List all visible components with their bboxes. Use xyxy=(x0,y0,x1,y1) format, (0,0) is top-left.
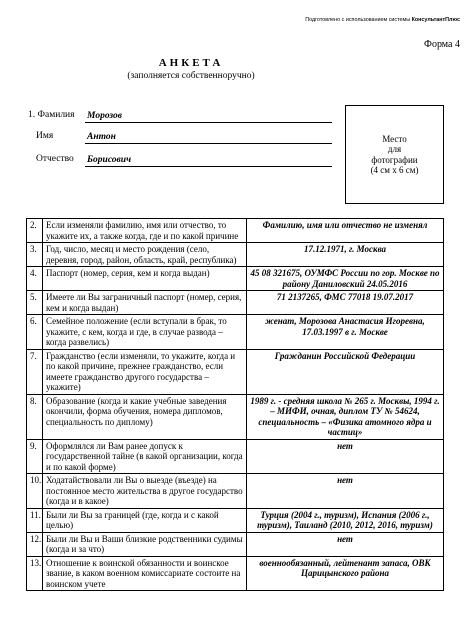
row-answer: Турция (2004 г., туризм), Испания (2006 г., туризм), Таиланд (2010, 2012, 2016, туризм) xyxy=(247,508,444,532)
form-number: Форма 4 xyxy=(424,39,460,50)
document-subtitle: (заполняется собственноручно) xyxy=(127,71,255,81)
table-row xyxy=(27,474,444,509)
table-row xyxy=(27,439,444,474)
row-question: Были ли Вы за границей (где, когда и с какой целью) xyxy=(43,508,247,532)
row-number: 11. xyxy=(27,508,43,532)
row-question: Паспорт (номер, серия, кем и когда выдан) xyxy=(43,267,247,291)
name-value: Антон xyxy=(85,131,332,144)
table-row xyxy=(27,243,444,267)
row-number: 5. xyxy=(27,291,43,315)
photo-text-4: (4 см x 6 см) xyxy=(370,165,419,175)
row-answer: военнообязанный, лейтенант запаса, ОВК Царицынского района xyxy=(247,556,444,591)
row-number: 6. xyxy=(27,315,43,350)
row-number: 3. xyxy=(27,243,43,267)
row-number: 4. xyxy=(27,267,43,291)
row-question: Если изменяли фамилию, имя или отчество, то укажите их, а также когда, где и по какой причине xyxy=(43,219,247,243)
row-number: 10. xyxy=(27,474,43,509)
document-title: АНКЕТА xyxy=(158,57,224,69)
table-row xyxy=(27,556,444,591)
row-question: Гражданство (если изменяли, то укажите, когда и по какой причине, прежнее гражданство, если имеете гражданство другого государства – укажите) xyxy=(43,349,247,394)
surname-label: 1. Фамилия xyxy=(28,110,75,120)
prepared-by-system: КонсультантПлюс xyxy=(411,17,460,23)
row-answer: 71 2137265, ФМС 77018 19.07.2017 xyxy=(247,291,444,315)
name-label: Имя xyxy=(36,131,54,141)
row-answer: 1989 г. - средняя школа № 265 г. Москвы, 1994 г. – МИФИ, очная, диплом ТУ № 54624, специальность – «Физика атомного ядра и частиц» xyxy=(247,394,444,439)
table-row xyxy=(27,219,444,243)
table-row xyxy=(27,532,444,556)
row-answer: 17.12.1971, г. Москва xyxy=(247,243,444,267)
prepared-by-note xyxy=(305,17,460,23)
row-answer: Гражданин Российской Федерации xyxy=(247,349,444,394)
questionnaire-table xyxy=(26,218,444,591)
row-question: Образование (когда и какие учебные заведения окончили, форма обучения, номера дипломов, специальность по диплому) xyxy=(43,394,247,439)
row-answer: Фамилию, имя или отчество не изменял xyxy=(247,219,444,243)
row-number: 13. xyxy=(27,556,43,591)
row-question: Отношение к воинской обязанности и воинское звание, в каком военном комиссариате состоите на воинском учете xyxy=(43,556,247,591)
photo-placeholder xyxy=(345,105,444,204)
row-question: Имеете ли Вы заграничный паспорт (номер, серия, кем и когда выдан) xyxy=(43,291,247,315)
row-answer: нет xyxy=(247,439,444,474)
table-row xyxy=(27,267,444,291)
patronymic-value: Борисович xyxy=(85,154,332,167)
row-answer: 45 08 321675, ОУМФС России по гор. Москве по району Даниловский 24.05.2016 xyxy=(247,267,444,291)
row-answer: женат, Морозова Анастасия Игоревна, 17.03.1997 в г. Москве xyxy=(247,315,444,350)
table-row xyxy=(27,349,444,394)
row-answer: нет xyxy=(247,532,444,556)
photo-text-1: Место xyxy=(382,133,407,144)
table-row xyxy=(27,394,444,439)
row-number: 9. xyxy=(27,439,43,474)
row-question: Были ли Вы и Ваши близкие родственники судимы (когда и за что) xyxy=(43,532,247,556)
row-question: Оформлялся ли Вам ранее допуск к государственной тайне (в какой организации, когда и по какой форме) xyxy=(43,439,247,474)
row-number: 2. xyxy=(27,219,43,243)
table-row xyxy=(27,315,444,350)
row-number: 12. xyxy=(27,532,43,556)
row-question: Семейное положение (если вступали в брак, то укажите, с кем, когда и где, в случае развода – когда развелись) xyxy=(43,315,247,350)
row-question: Год, число, месяц и место рождения (село, деревня, город, район, область, край, республика) xyxy=(43,243,247,267)
row-question: Ходатайствовали ли Вы о выезде (въезде) на постоянное место жительства в другое государство (когда и в какое) xyxy=(43,474,247,509)
row-number: 8. xyxy=(27,394,43,439)
prepared-by-text: Подготовлено с использованием системы xyxy=(305,17,412,23)
patronymic-label: Отчество xyxy=(36,154,74,164)
photo-text-3: фотографии xyxy=(371,154,418,165)
table-row xyxy=(27,291,444,315)
surname-value: Морозов xyxy=(85,110,332,123)
row-answer: нет xyxy=(247,474,444,509)
photo-text-2: для xyxy=(387,144,402,154)
row-number: 7. xyxy=(27,349,43,394)
table-row xyxy=(27,508,444,532)
